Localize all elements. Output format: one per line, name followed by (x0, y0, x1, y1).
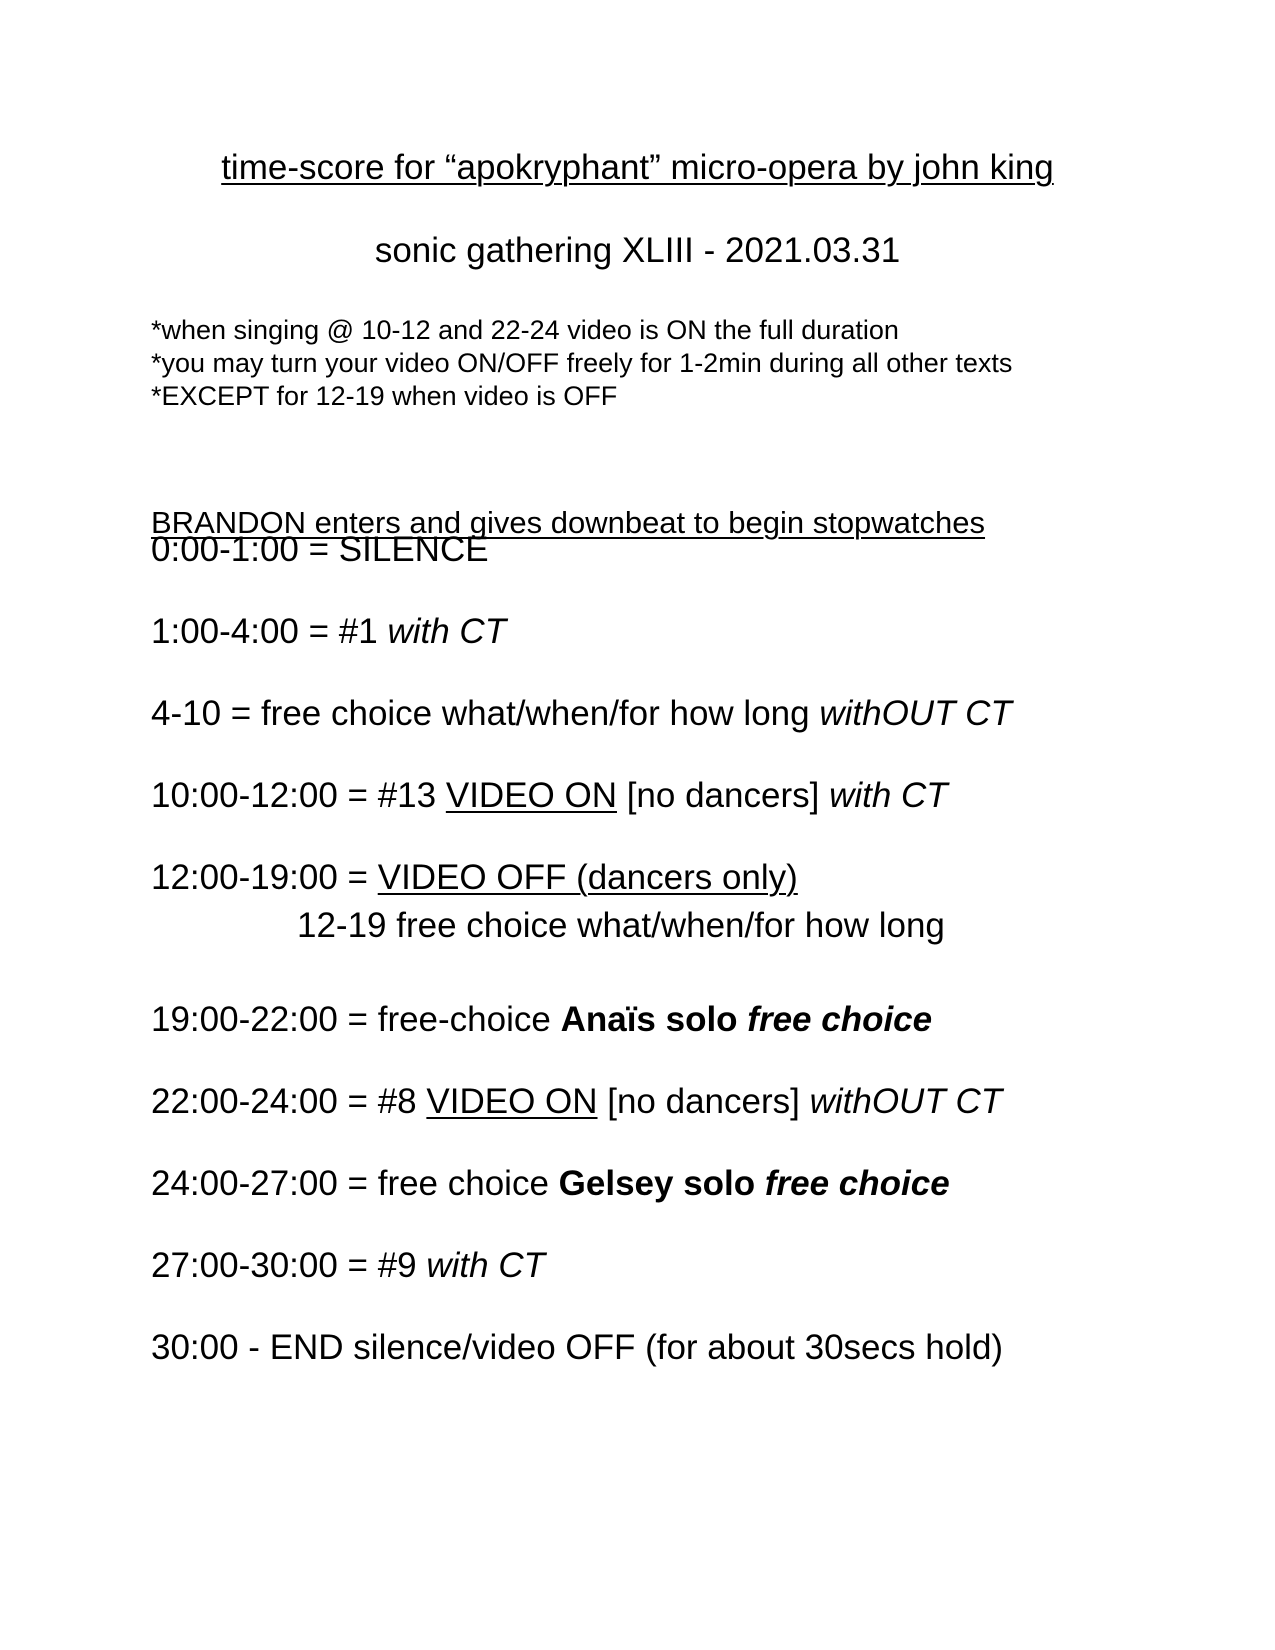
schedule-text: 0:00-1:00 = SILENCE (151, 530, 489, 569)
schedule-item-silence (151, 530, 489, 570)
schedule-bold-italic: free choice (764, 1164, 950, 1203)
schedule-text: 30:00 - END silence/video OFF (for about 30secs hold) (151, 1328, 1004, 1367)
instruction-notes (151, 314, 1012, 413)
schedule-item-end (151, 1328, 1003, 1368)
schedule-bold: Gelsey solo (558, 1164, 765, 1203)
schedule-item-12-19 (151, 858, 798, 898)
schedule-emphasis: with CT (426, 1246, 545, 1285)
schedule-bold-italic: free choice (747, 1000, 933, 1039)
entry-instruction: BRANDON enters and gives downbeat to begin stopwatches (151, 505, 986, 540)
schedule-underlined: VIDEO OFF (dancers only) (377, 858, 798, 897)
schedule-emphasis: withOUT CT (809, 1082, 1003, 1121)
schedule-underlined: VIDEO ON (426, 1082, 598, 1121)
schedule-item-27-30 (151, 1246, 545, 1286)
schedule-text: 4-10 = free choice what/when/for how long (151, 694, 820, 733)
schedule-item-10-12 (151, 776, 948, 816)
schedule-underlined: VIDEO ON (445, 776, 617, 815)
document-subtitle: sonic gathering XLIII - 2021.03.31 (374, 231, 901, 270)
document-title-text: time-score for “apokryphant” micro-opera by john king (221, 148, 1054, 187)
schedule-bold: Anaïs solo (560, 1000, 748, 1039)
schedule-text: [no dancers] (616, 776, 830, 815)
schedule-text: 10:00-12:00 = #13 (151, 776, 446, 815)
schedule-item-22-24 (151, 1082, 1002, 1122)
schedule-text: 24:00-27:00 = free choice (151, 1164, 559, 1203)
schedule-item-4-10 (151, 694, 1012, 734)
schedule-emphasis: with CT (387, 612, 507, 651)
schedule-text: 19:00-22:00 = free-choice (151, 1000, 561, 1039)
schedule-item-12-19-detail: 12-19 free choice what/when/for how long (297, 906, 945, 945)
note-line: *EXCEPT for 12-19 when video is OFF (151, 381, 618, 411)
schedule-text: 12:00-19:00 = (151, 858, 378, 897)
schedule-item-19-22 (151, 1000, 932, 1040)
schedule-text: [no dancers] (597, 1082, 810, 1121)
note-line: *you may turn your video ON/OFF freely for 1-2min during all other texts (151, 348, 1013, 378)
note-line: *when singing @ 10-12 and 22-24 video is ON the full duration (151, 315, 899, 345)
schedule-item-24-27 (151, 1164, 950, 1204)
schedule-emphasis: with CT (829, 776, 948, 815)
document-title (0, 148, 1275, 188)
schedule-text: 27:00-30:00 = #9 (151, 1246, 427, 1285)
schedule-text: 1:00-4:00 = #1 (151, 612, 388, 651)
schedule-text: 22:00-24:00 = #8 (151, 1082, 427, 1121)
schedule-item-1-4 (151, 612, 506, 652)
schedule-emphasis: withOUT CT (819, 694, 1012, 733)
